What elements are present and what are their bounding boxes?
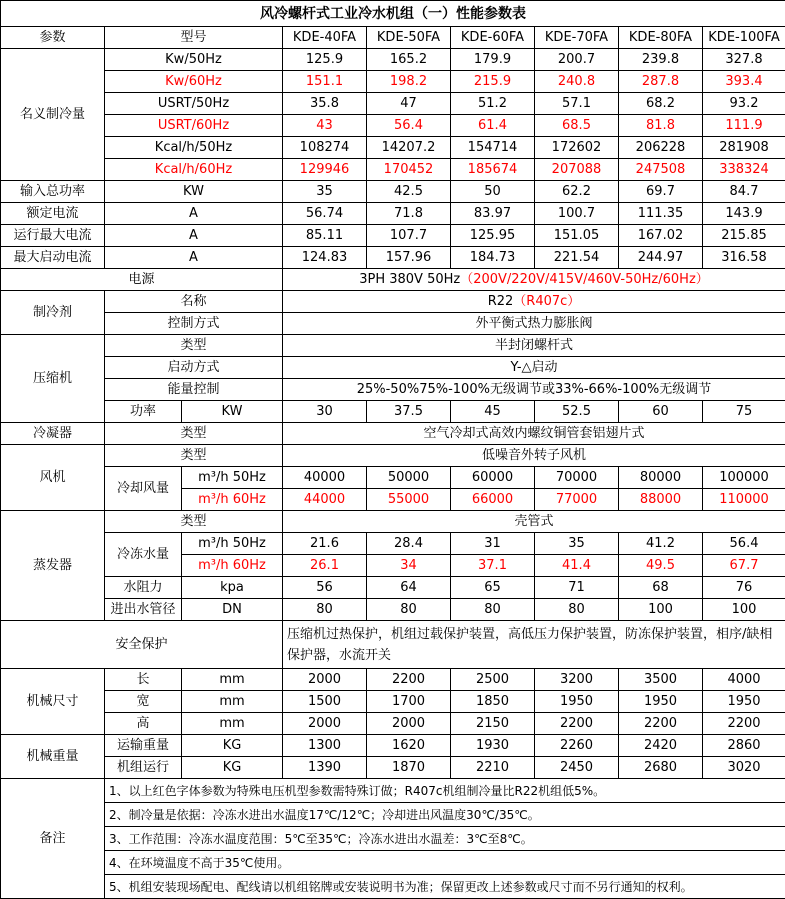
model-name: KDE-100FA <box>703 27 785 49</box>
value-cell: 125.95 <box>451 225 535 247</box>
row-unit: Kw/50Hz <box>105 49 283 71</box>
compressor-start: Y-△启动 <box>283 357 785 379</box>
table-row <box>1 203 785 225</box>
value-cell: 14207.2 <box>367 137 451 159</box>
value-cell: 34 <box>367 555 451 577</box>
compressor-capacity: 25%-50%75%-100%无级调节或33%-66%-100%无级调节 <box>283 379 785 401</box>
value-cell: 2200 <box>703 713 785 735</box>
value-cell: 2200 <box>535 713 619 735</box>
note-item: 5、机组安装现场配电、配线请以机组铭牌或安装说明书为准；保留更改上述参数或尺寸而不另行通知的权利。 <box>105 875 785 899</box>
row-unit: mm <box>182 713 283 735</box>
value-cell: 2260 <box>535 735 619 757</box>
value-cell: 143.9 <box>703 203 785 225</box>
value-cell: 43 <box>283 115 367 137</box>
value-cell: 93.2 <box>703 93 785 115</box>
row-unit: m³/h 50Hz <box>182 533 283 555</box>
value-cell: 80 <box>283 599 367 621</box>
fan-type: 低噪音外转子风机 <box>283 445 785 467</box>
table-row <box>1 691 785 713</box>
row-unit: 启动方式 <box>105 357 283 379</box>
param-header: 参数 <box>1 27 105 49</box>
value-cell: 1950 <box>535 691 619 713</box>
value-cell: 68.2 <box>619 93 703 115</box>
value-cell: 31 <box>451 533 535 555</box>
row-unit: m³/h 50Hz <box>182 467 283 489</box>
dimensions-label: 机械尺寸 <box>1 669 105 735</box>
value-cell: 56.4 <box>703 533 785 555</box>
value-cell: 167.02 <box>619 225 703 247</box>
value-cell: 107.7 <box>367 225 451 247</box>
row-unit: KG <box>182 757 283 779</box>
table-row <box>1 247 785 269</box>
table-row <box>1 335 785 357</box>
row-unit: m³/h 60Hz <box>182 489 283 511</box>
model-name: KDE-50FA <box>367 27 451 49</box>
model-name: KDE-80FA <box>619 27 703 49</box>
model-name: KDE-60FA <box>451 27 535 49</box>
value-cell: 26.1 <box>283 555 367 577</box>
value-cell: 1850 <box>451 691 535 713</box>
value-cell: 151.1 <box>283 71 367 93</box>
value-cell: 1950 <box>619 691 703 713</box>
table-row <box>1 757 785 779</box>
row-unit: USRT/50Hz <box>105 93 283 115</box>
value-cell: 393.4 <box>703 71 785 93</box>
safety-value: 压缩机过热保护，机组过载保护装置，高低压力保护装置，防冻保护装置，相序/缺相保护器，水流开关 <box>283 621 785 669</box>
value-cell: 165.2 <box>367 49 451 71</box>
table-row <box>1 115 785 137</box>
value-cell: 2420 <box>619 735 703 757</box>
value-cell: 28.4 <box>367 533 451 555</box>
refrigerant-r407c: （R407c） <box>513 294 580 309</box>
value-cell: 239.8 <box>619 49 703 71</box>
row-unit: Kcal/h/60Hz <box>105 159 283 181</box>
row-sub-label: 宽 <box>105 691 182 713</box>
fan-label: 风机 <box>1 445 105 511</box>
value-cell: 41.4 <box>535 555 619 577</box>
row-sub-label: 进出水管径 <box>105 599 182 621</box>
value-cell: 84.7 <box>703 181 785 203</box>
value-cell: 64 <box>367 577 451 599</box>
value-cell: 80 <box>535 599 619 621</box>
notes-label: 备注 <box>1 779 105 899</box>
value-cell: 100000 <box>703 467 785 489</box>
model-name: KDE-70FA <box>535 27 619 49</box>
value-cell: 47 <box>367 93 451 115</box>
value-cell: 68.5 <box>535 115 619 137</box>
value-cell: 287.8 <box>619 71 703 93</box>
value-cell: 154714 <box>451 137 535 159</box>
value-cell: 172602 <box>535 137 619 159</box>
value-cell: 2680 <box>619 757 703 779</box>
title-row <box>1 1 785 27</box>
value-cell: 76 <box>703 577 785 599</box>
compressor-type: 半封闭螺杆式 <box>283 335 785 357</box>
value-cell: 62.2 <box>535 181 619 203</box>
value-cell: 60000 <box>451 467 535 489</box>
row-unit: USRT/60Hz <box>105 115 283 137</box>
safety-label: 安全保护 <box>1 621 283 669</box>
row-unit: A <box>105 247 283 269</box>
row-unit: A <box>105 203 283 225</box>
value-cell: 77000 <box>535 489 619 511</box>
row-unit: 类型 <box>105 423 283 445</box>
note-row <box>1 875 785 899</box>
value-cell: 281908 <box>703 137 785 159</box>
value-cell: 88000 <box>619 489 703 511</box>
value-cell: 2210 <box>451 757 535 779</box>
value-cell: 68 <box>619 577 703 599</box>
note-item: 3、工作范围：冷冻水温度范围：5℃至35℃；冷冻水进出水温差：3℃至8℃。 <box>105 827 785 851</box>
value-cell: 2150 <box>451 713 535 735</box>
row-unit: KG <box>182 735 283 757</box>
value-cell: 83.97 <box>451 203 535 225</box>
value-cell: 66000 <box>451 489 535 511</box>
table-title: 风冷螺杆式工业冷水机组（一）性能参数表 <box>1 1 785 27</box>
value-cell: 61.4 <box>451 115 535 137</box>
compressor-label: 压缩机 <box>1 335 105 423</box>
value-cell: 200.7 <box>535 49 619 71</box>
value-cell: 207088 <box>535 159 619 181</box>
table-row <box>1 357 785 379</box>
value-cell: 100 <box>619 599 703 621</box>
model-name: KDE-40FA <box>283 27 367 49</box>
row-sub-label: 长 <box>105 669 182 691</box>
value-cell: 1390 <box>283 757 367 779</box>
power-row <box>1 269 785 291</box>
value-cell: 49.5 <box>619 555 703 577</box>
value-cell: 2200 <box>619 713 703 735</box>
value-cell: 206228 <box>619 137 703 159</box>
value-cell: 75 <box>703 401 785 423</box>
value-cell: 50 <box>451 181 535 203</box>
value-cell: 40000 <box>283 467 367 489</box>
value-cell: 110000 <box>703 489 785 511</box>
value-cell: 185674 <box>451 159 535 181</box>
row-sub-label: 水阻力 <box>105 577 182 599</box>
value-cell: 2200 <box>367 669 451 691</box>
table-row <box>1 71 785 93</box>
value-cell: 111.35 <box>619 203 703 225</box>
note-row <box>1 851 785 875</box>
value-cell: 215.9 <box>451 71 535 93</box>
value-cell: 35 <box>535 533 619 555</box>
value-cell: 1700 <box>367 691 451 713</box>
model-header: 型号 <box>105 27 283 49</box>
value-cell: 1300 <box>283 735 367 757</box>
row-unit: DN <box>182 599 283 621</box>
value-cell: 42.5 <box>367 181 451 203</box>
note-row <box>1 803 785 827</box>
table-row <box>1 511 785 533</box>
table-row <box>1 577 785 599</box>
row-unit: 类型 <box>105 511 283 533</box>
row-unit: Kw/60Hz <box>105 71 283 93</box>
table-row <box>1 93 785 115</box>
value-cell: 2000 <box>283 669 367 691</box>
value-cell: 157.96 <box>367 247 451 269</box>
value-cell: 80 <box>451 599 535 621</box>
row-unit: KW <box>105 181 283 203</box>
value-cell: 56 <box>283 577 367 599</box>
value-cell: 41.2 <box>619 533 703 555</box>
airflow-label: 冷却风量 <box>105 467 182 511</box>
value-cell: 2000 <box>283 713 367 735</box>
refrigerant-label: 制冷剂 <box>1 291 105 335</box>
value-cell: 60 <box>619 401 703 423</box>
value-cell: 3500 <box>619 669 703 691</box>
row-unit: 控制方式 <box>105 313 283 335</box>
value-cell: 81.8 <box>619 115 703 137</box>
value-cell: 56.74 <box>283 203 367 225</box>
table-row <box>1 669 785 691</box>
value-cell: 70000 <box>535 467 619 489</box>
table-row <box>1 467 785 489</box>
value-cell: 125.9 <box>283 49 367 71</box>
value-cell: 215.85 <box>703 225 785 247</box>
table-row <box>1 423 785 445</box>
table-row <box>1 401 785 423</box>
value-cell: 35.8 <box>283 93 367 115</box>
value-cell: 1620 <box>367 735 451 757</box>
header-row <box>1 27 785 49</box>
power-value <box>283 269 785 291</box>
value-cell: 1500 <box>283 691 367 713</box>
value-cell: 21.6 <box>283 533 367 555</box>
value-cell: 1950 <box>703 691 785 713</box>
value-cell: 85.11 <box>283 225 367 247</box>
row-unit: 名称 <box>105 291 283 313</box>
condenser-label: 冷凝器 <box>1 423 105 445</box>
value-cell: 4000 <box>703 669 785 691</box>
row-unit: KW <box>182 401 283 423</box>
value-cell: 124.83 <box>283 247 367 269</box>
row-unit: kpa <box>182 577 283 599</box>
value-cell: 2500 <box>451 669 535 691</box>
value-cell: 247508 <box>619 159 703 181</box>
value-cell: 240.8 <box>535 71 619 93</box>
refrigerant-name <box>283 291 785 313</box>
table-row <box>1 735 785 757</box>
row-unit: 类型 <box>105 445 283 467</box>
table-row <box>1 313 785 335</box>
row-sub-label: 运输重量 <box>105 735 182 757</box>
power-alt-voltages: （200V/220V/415V/460V-50Hz/60Hz） <box>460 272 709 287</box>
table-row <box>1 137 785 159</box>
value-cell: 2860 <box>703 735 785 757</box>
value-cell: 100.7 <box>535 203 619 225</box>
value-cell: 184.73 <box>451 247 535 269</box>
refrigerant-control: 外平衡式热力膨胀阀 <box>283 313 785 335</box>
table-row <box>1 445 785 467</box>
refrigerant-r22: R22 <box>488 294 514 309</box>
water-flow-label: 冷冻水量 <box>105 533 182 577</box>
value-cell: 37.5 <box>367 401 451 423</box>
value-cell: 30 <box>283 401 367 423</box>
row-unit: Kcal/h/50Hz <box>105 137 283 159</box>
table-row <box>1 713 785 735</box>
row-unit: A <box>105 225 283 247</box>
value-cell: 338324 <box>703 159 785 181</box>
value-cell: 1870 <box>367 757 451 779</box>
table-row <box>1 533 785 555</box>
row-unit: 能量控制 <box>105 379 283 401</box>
table-row <box>1 225 785 247</box>
row-unit: mm <box>182 691 283 713</box>
value-cell: 316.58 <box>703 247 785 269</box>
value-cell: 3200 <box>535 669 619 691</box>
value-cell: 221.54 <box>535 247 619 269</box>
value-cell: 37.1 <box>451 555 535 577</box>
value-cell: 111.9 <box>703 115 785 137</box>
row-unit: m³/h 60Hz <box>182 555 283 577</box>
note-item: 1、以上红色字体参数为特殊电压机型参数需特殊订做；R407c机组制冷量比R22机组低5%。 <box>105 779 785 803</box>
value-cell: 80 <box>367 599 451 621</box>
table-row <box>1 291 785 313</box>
row-sub-label: 功率 <box>105 401 182 423</box>
value-cell: 1930 <box>451 735 535 757</box>
value-cell: 35 <box>283 181 367 203</box>
value-cell: 69.7 <box>619 181 703 203</box>
value-cell: 108274 <box>283 137 367 159</box>
value-cell: 80000 <box>619 467 703 489</box>
value-cell: 244.97 <box>619 247 703 269</box>
value-cell: 170452 <box>367 159 451 181</box>
row-unit: mm <box>182 669 283 691</box>
value-cell: 45 <box>451 401 535 423</box>
condenser-type: 空气冷却式高效内螺纹铜管套铝翅片式 <box>283 423 785 445</box>
value-cell: 3020 <box>703 757 785 779</box>
row-label: 最大启动电流 <box>1 247 105 269</box>
note-row <box>1 827 785 851</box>
note-item: 2、制冷量是依据：冷冻水进出水温度17℃/12℃；冷却进出风温度30℃/35℃。 <box>105 803 785 827</box>
row-sub-label: 机组运行 <box>105 757 182 779</box>
value-cell: 44000 <box>283 489 367 511</box>
power-label: 电源 <box>1 269 283 291</box>
note-row <box>1 779 785 803</box>
row-label: 额定电流 <box>1 203 105 225</box>
value-cell: 56.4 <box>367 115 451 137</box>
value-cell: 50000 <box>367 467 451 489</box>
note-item: 4、在环境温度不高于35℃使用。 <box>105 851 785 875</box>
value-cell: 129946 <box>283 159 367 181</box>
cooling-group-label: 名义制冷量 <box>1 49 105 181</box>
safety-row <box>1 621 785 669</box>
table-row <box>1 49 785 71</box>
value-cell: 51.2 <box>451 93 535 115</box>
table-row <box>1 379 785 401</box>
value-cell: 327.8 <box>703 49 785 71</box>
value-cell: 100 <box>703 599 785 621</box>
value-cell: 55000 <box>367 489 451 511</box>
value-cell: 57.1 <box>535 93 619 115</box>
evaporator-label: 蒸发器 <box>1 511 105 621</box>
table-row <box>1 599 785 621</box>
power-main: 3PH 380V 50Hz <box>359 272 460 287</box>
value-cell: 67.7 <box>703 555 785 577</box>
value-cell: 198.2 <box>367 71 451 93</box>
value-cell: 65 <box>451 577 535 599</box>
row-sub-label: 高 <box>105 713 182 735</box>
weight-label: 机械重量 <box>1 735 105 779</box>
row-unit: 类型 <box>105 335 283 357</box>
row-label: 运行最大电流 <box>1 225 105 247</box>
evaporator-type: 壳管式 <box>283 511 785 533</box>
value-cell: 71 <box>535 577 619 599</box>
value-cell: 2000 <box>367 713 451 735</box>
value-cell: 151.05 <box>535 225 619 247</box>
row-label: 输入总功率 <box>1 181 105 203</box>
table-row <box>1 159 785 181</box>
table-row <box>1 181 785 203</box>
value-cell: 52.5 <box>535 401 619 423</box>
value-cell: 2450 <box>535 757 619 779</box>
value-cell: 179.9 <box>451 49 535 71</box>
value-cell: 71.8 <box>367 203 451 225</box>
